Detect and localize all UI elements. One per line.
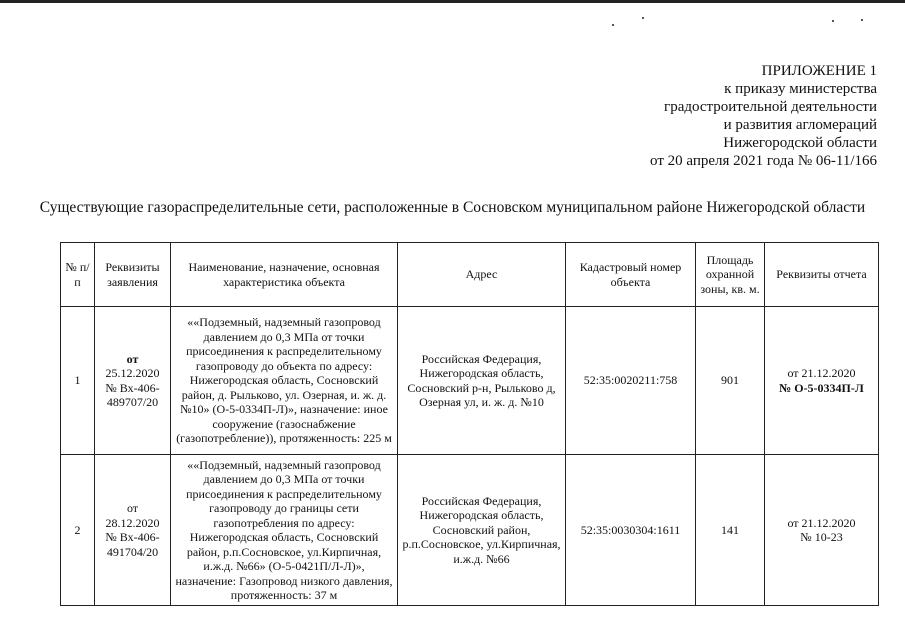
report-number: № О-5-0334П-Л bbox=[779, 380, 864, 395]
cell-request bbox=[95, 307, 171, 455]
scan-speck bbox=[832, 20, 834, 22]
cell-report bbox=[765, 455, 879, 606]
cell-name: ««Подземный, надземный газопровод давлением до 0,3 МПа от точки присоединения к распределительному газопроводу до объекта по адресу: Нижегородская область, Сосновский район, д. Рыльково, ул. Озерная, и. ж. д. №10» (О-5-0334П-Л)», назначение: иное сооружение (газоснабжение (газопотребление)), протяженность: 225 м bbox=[171, 307, 398, 455]
header-request: Реквизиты заявления bbox=[95, 243, 171, 307]
header-report: Реквизиты отчета bbox=[765, 243, 879, 307]
cell-num: 1 bbox=[61, 307, 95, 455]
cell-request bbox=[95, 455, 171, 606]
request-date: 25.12.2020 bbox=[105, 366, 160, 380]
cell-cadastral: 52:35:0020211:758 bbox=[566, 307, 696, 455]
cell-area: 141 bbox=[696, 455, 765, 606]
scan-speck bbox=[642, 17, 644, 19]
cell-address: Российская Федерация, Нижегородская область, Сосновский район, р.п.Сосновское, ул.Кирпичная, и.ж.д. №66 bbox=[398, 455, 566, 606]
appendix-line: Нижегородской области bbox=[723, 135, 877, 151]
cell-area: 901 bbox=[696, 307, 765, 455]
appendix-line: к приказу министерства bbox=[724, 81, 877, 97]
table-header-row bbox=[61, 243, 879, 307]
appendix-header bbox=[650, 62, 877, 170]
document-title: Существующие газораспределительные сети, расположенные в Сосновском муниципальном районе Нижегородской области bbox=[39, 199, 866, 216]
scan-speck bbox=[612, 24, 614, 26]
cell-address: Российская Федерация, Нижегородская область, Сосновский р-н, Рыльково д, Озерная ул, и. ж. д. №10 bbox=[398, 307, 566, 455]
report-date: от 21.12.2020 bbox=[787, 366, 856, 380]
header-num: № п/п bbox=[61, 243, 95, 307]
header-area: Площадь охранной зоны, кв. м. bbox=[696, 243, 765, 307]
header-address: Адрес bbox=[398, 243, 566, 307]
header-name: Наименование, назначение, основная характеристика объекта bbox=[171, 243, 398, 307]
table-row bbox=[61, 307, 879, 455]
scan-speck bbox=[861, 19, 863, 21]
scan-top-edge bbox=[0, 0, 905, 3]
cell-report bbox=[765, 307, 879, 455]
cell-num: 2 bbox=[61, 455, 95, 606]
header-cadastral: Кадастровый номер объекта bbox=[566, 243, 696, 307]
request-date: 28.12.2020 bbox=[105, 515, 160, 530]
report-number: № 10-23 bbox=[800, 530, 843, 544]
appendix-title: ПРИЛОЖЕНИЕ 1 bbox=[761, 63, 877, 79]
request-number: № Вх-406-489707/20 bbox=[105, 380, 160, 409]
gas-networks-table bbox=[60, 242, 879, 606]
appendix-line: и развития агломераций bbox=[723, 117, 877, 133]
request-date-label: от bbox=[126, 351, 139, 366]
appendix-line: градостроительной деятельности bbox=[664, 99, 877, 115]
cell-cadastral: 52:35:0030304:1611 bbox=[566, 455, 696, 606]
report-date: от 21.12.2020 bbox=[787, 515, 856, 530]
request-date-label: от bbox=[126, 501, 139, 515]
cell-name: ««Подземный, надземный газопровод давлением до 0,3 МПа от точки присоединения к распределительному газопроводу до границы сети газопотребления по адресу: Нижегородская область, Сосновский район, р.п.Сосновское, ул.Кирпичная, и.ж.д. №66» (О-5-0421П/Л-Л)», назначение: Газопровод низкого давления, протяженность: 37 м bbox=[171, 455, 398, 606]
request-number: № Вх-406-491704/20 bbox=[105, 530, 160, 559]
table-row bbox=[61, 455, 879, 606]
appendix-line: от 20 апреля 2021 года № 06-11/166 bbox=[650, 153, 877, 169]
